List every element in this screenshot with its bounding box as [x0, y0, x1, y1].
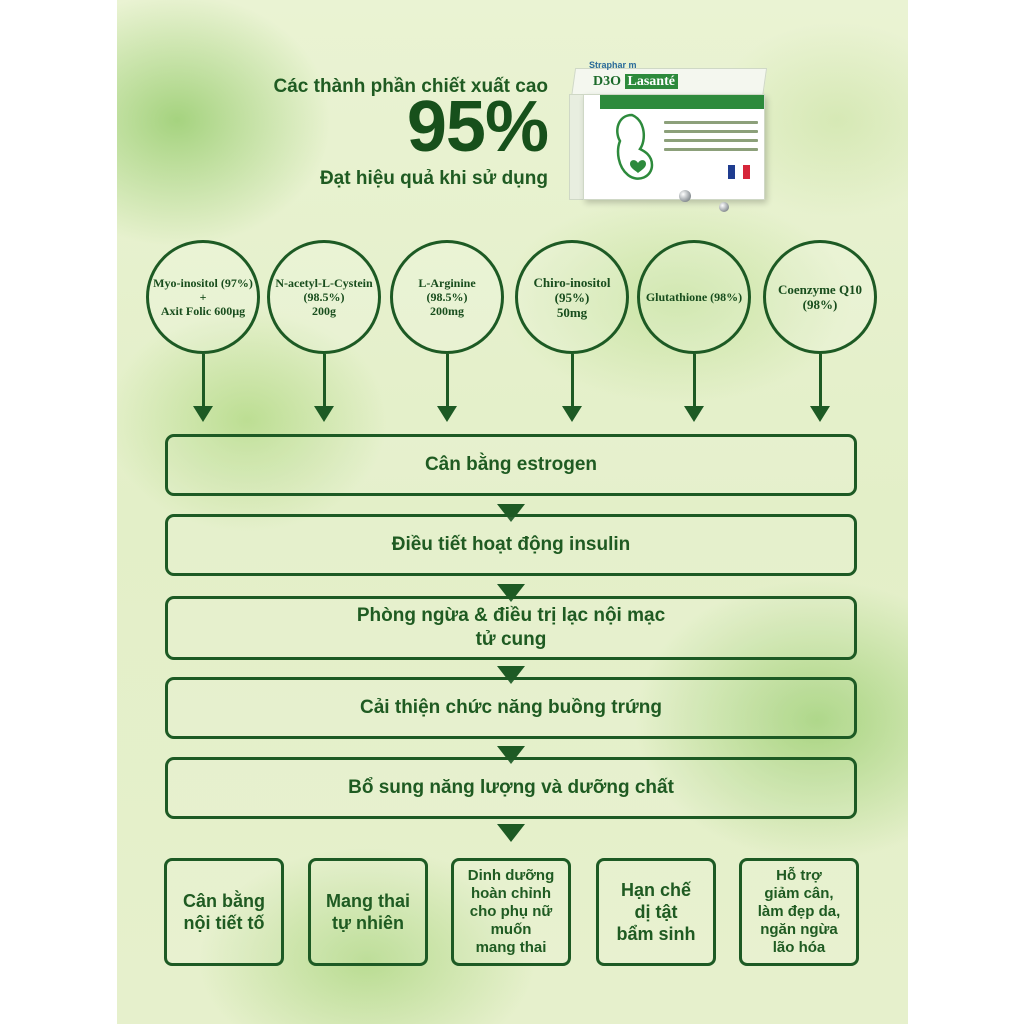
ingredient-circle-chiro-inositol: [515, 240, 629, 354]
arrow-down-icon: [684, 406, 704, 422]
bullet-line: [664, 121, 758, 124]
ingredient-circle-coenzyme-q10: [763, 240, 877, 354]
arrow-down-icon: [562, 406, 582, 422]
ingredient-label: Coenzyme Q10 (98%): [777, 282, 863, 312]
pearl-icon: [679, 190, 691, 202]
benefit-box-weight-skin-aging: [739, 858, 859, 966]
pregnant-woman-icon: [606, 111, 658, 185]
arrow-down-icon: [437, 406, 457, 422]
connector-line: [202, 354, 205, 406]
triangle-down-icon: [497, 824, 525, 842]
ingredient-circle-glutathione: [637, 240, 751, 354]
step-box-estrogen: [165, 434, 857, 496]
benefit-label: Hạn chế dị tật bẩm sinh: [616, 880, 696, 944]
ingredient-label: L-Arginine (98.5%) 200mg: [418, 276, 476, 318]
benefit-box-birth-defects: [596, 858, 716, 966]
product-logo: [593, 74, 678, 90]
benefit-box-complete-nutrition: [451, 858, 571, 966]
step-label: Phòng ngừa & điều trị lạc nội mạc tử cung: [356, 605, 666, 650]
step-box-insulin: [165, 514, 857, 576]
arrow-down-icon: [314, 406, 334, 422]
product-box-image: [569, 60, 769, 202]
product-box-front: [583, 94, 765, 200]
bullet-line: [664, 130, 758, 133]
arrow-down-icon: [810, 406, 830, 422]
connector-line: [819, 354, 822, 406]
benefit-label: Dinh dưỡng hoàn chỉnh cho phụ nữ muốn mang thai: [467, 867, 555, 956]
product-band: [600, 95, 764, 109]
ingredient-circle-n-acetyl-l-cystein: [267, 240, 381, 354]
product-logo-prefix: D3O: [593, 74, 621, 89]
ingredient-label: Glutathione (98%): [645, 290, 743, 304]
step-box-nutrition: [165, 757, 857, 819]
ingredient-label: N-acetyl-L-Cystein (98.5%) 200g: [275, 276, 373, 318]
connector-line: [446, 354, 449, 406]
product-logo-suffix: Lasanté: [625, 74, 678, 89]
header-percentage: 95%: [406, 87, 548, 167]
header-subtitle: Các thành phần chiết xuất cao: [273, 76, 548, 97]
step-label: Cân bằng estrogen: [424, 454, 598, 475]
connector-line: [323, 354, 326, 406]
benefit-box-natural-pregnancy: [308, 858, 428, 966]
ingredient-label: Myo-inositol (97%) + Axit Folic 600µg: [153, 276, 253, 318]
step-box-endometriosis: [165, 596, 857, 660]
product-brand: Straphar m: [589, 60, 637, 70]
header-tagline: Đạt hiệu quả khi sử dụng: [319, 168, 548, 189]
step-label: Bổ sung năng lượng và dưỡng chất: [348, 777, 674, 798]
benefit-label: Hỗ trợ giảm cân, làm đẹp da, ngăn ngừa lão hóa: [757, 867, 841, 956]
ingredient-label: Chiro-inositol (95%) 50mg: [533, 274, 611, 320]
connector-line: [571, 354, 574, 406]
france-flag-icon: [728, 165, 750, 179]
ingredient-circle-myo-inositol: [146, 240, 260, 354]
bullet-line: [664, 139, 758, 142]
step-label: Điều tiết hoạt động insulin: [391, 534, 631, 555]
infographic-canvas: [117, 0, 908, 1024]
arrow-down-icon: [193, 406, 213, 422]
pearl-icon: [719, 202, 729, 212]
ingredient-circle-l-arginine: [390, 240, 504, 354]
step-label: Cải thiện chức năng buồng trứng: [360, 697, 662, 718]
benefit-label: Cân bằng nội tiết tố: [182, 891, 265, 933]
benefit-box-hormone-balance: [164, 858, 284, 966]
product-bullets: [664, 115, 758, 157]
connector-line: [693, 354, 696, 406]
benefit-label: Mang thai tự nhiên: [326, 891, 410, 933]
bullet-line: [664, 148, 758, 151]
step-box-ovary: [165, 677, 857, 739]
